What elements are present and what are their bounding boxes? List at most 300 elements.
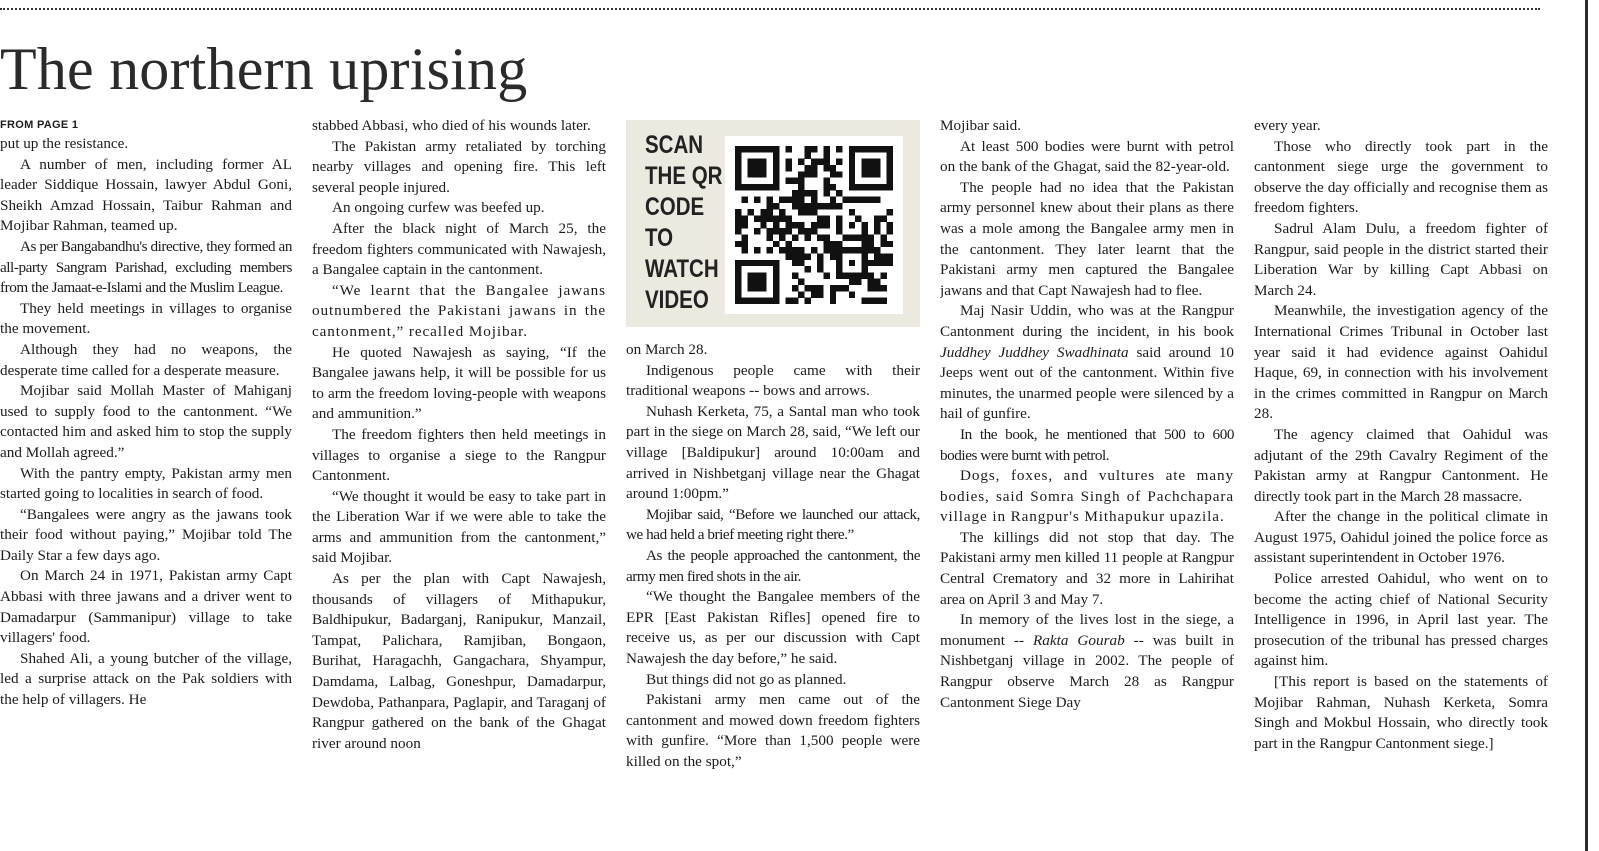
qr-module <box>805 253 811 259</box>
paragraph: They held meetings in villages to organise the movement. <box>0 299 292 338</box>
qr-module <box>798 222 804 228</box>
qr-module <box>773 203 779 209</box>
qr-module <box>767 228 773 234</box>
qr-module <box>855 197 861 203</box>
qr-module <box>849 146 855 152</box>
qr-module <box>842 247 848 253</box>
paragraph: A number of men, including former AL leader Siddique Hossain, lawyer Abdul Goni, Sheikh Amzad Hossain, Taibur Rahman and Mojibar Rahman, teamed up. <box>0 155 292 235</box>
qr-module <box>786 216 792 222</box>
paragraph: The killings did not stop that day. The Pakistani army men killed 11 people at Rangpur Central Crematory and 32 more in Lahirihat area on April 3 and May 7. <box>940 528 1234 608</box>
qr-module <box>836 272 842 278</box>
qr-module <box>823 272 829 278</box>
qr-module <box>823 178 829 184</box>
qr-module <box>748 146 754 152</box>
qr-module <box>817 253 823 259</box>
qr-module <box>874 171 880 177</box>
qr-module <box>767 247 773 253</box>
qr-module <box>811 159 817 165</box>
qr-module <box>760 216 766 222</box>
qr-module <box>868 184 874 190</box>
qr-module <box>823 247 829 253</box>
qr-module <box>767 216 773 222</box>
qr-module <box>735 266 741 272</box>
qr-module <box>823 234 829 240</box>
qr-module <box>735 146 741 152</box>
qr-module <box>830 298 836 304</box>
paragraph: put up the resistance. <box>0 135 129 152</box>
qr-module <box>773 222 779 228</box>
qr-module <box>855 272 861 278</box>
qr-module <box>842 285 848 291</box>
qr-module <box>754 159 760 165</box>
paragraph: The freedom fighters then held meetings in villages to organise a siege to the Rangpur Cantonment. <box>312 425 606 485</box>
paragraph: Maj Nasir Uddin, who was at the Rangpur Cantonment during the incident, in his book Juddhey Juddhey Swadhinata said around 10 Jeeps went out of the cantonment. Within five minutes, the unarmed people were silenced by a hail of gunfire. <box>940 302 1234 423</box>
qr-module <box>786 159 792 165</box>
qr-module <box>830 247 836 253</box>
book-title: Juddhey Juddhey Swadhinata <box>940 343 1129 361</box>
paragraph: He quoted Nawajesh as saying, “If the Bangalee jawans help, it will be possible for us to arm the freedom loving-people with weapons and ammunition.” <box>312 343 606 423</box>
qr-module <box>817 159 823 165</box>
qr-module <box>760 222 766 228</box>
qr-module <box>735 152 741 158</box>
qr-module <box>760 272 766 278</box>
qr-module <box>855 146 861 152</box>
qr-module <box>741 234 747 240</box>
qr-module <box>861 241 867 247</box>
qr-module <box>754 216 760 222</box>
qr-module <box>836 253 842 259</box>
qr-module <box>792 197 798 203</box>
qr-module <box>735 222 741 228</box>
qr-module <box>823 241 829 247</box>
paragraph: “We learnt that the Bangalee jawans outnumbered the Pakistani jawans in the cantonment,” recalled Mojibar. <box>312 281 606 340</box>
qr-module <box>811 165 817 171</box>
qr-module <box>735 285 741 291</box>
qr-module <box>868 298 874 304</box>
qr-module <box>817 216 823 222</box>
qr-module <box>779 234 785 240</box>
qr-module <box>823 216 829 222</box>
paragraph: But things did not go as planned. <box>646 670 847 688</box>
qr-module <box>792 203 798 209</box>
qr-module <box>792 234 798 240</box>
qr-module <box>817 285 823 291</box>
article-headline: The northern uprising <box>0 36 528 102</box>
qr-module <box>792 222 798 228</box>
qr-module <box>849 184 855 190</box>
qr-module <box>760 279 766 285</box>
paragraph: Sadrul Alam Dulu, a freedom fighter of Rangpur, said people in the district started their Liberation War by killing Capt Abbasi on March 24. <box>1254 219 1548 299</box>
qr-module <box>811 209 817 215</box>
qr-module <box>874 216 880 222</box>
qr-module <box>868 279 874 285</box>
paragraph: Dogs, foxes, and vultures ate many bodies, said Somra Singh of Pachchapara village in Rangpur's Mithapukur upazila. <box>940 467 1234 526</box>
qr-module <box>735 178 741 184</box>
qr-module <box>830 171 836 177</box>
qr-module <box>849 171 855 177</box>
paragraph: On March 24 in 1971, Pakistan army Capt Abbasi with three jawans and a driver went to Damadarpur (Sammanipur) village to take villagers' food. <box>0 567 292 647</box>
qr-module <box>786 197 792 203</box>
qr-module <box>805 152 811 158</box>
paragraph: Shahed Ali, a young butcher of the village, led a surprise attack on the Pak soldiers with the help of villagers. He <box>0 649 292 709</box>
qr-promo-box[interactable] <box>626 120 920 327</box>
qr-module <box>874 165 880 171</box>
paragraph: Although they had no weapons, the desperate time called for a desperate measure. <box>0 340 292 379</box>
qr-module <box>792 298 798 304</box>
qr-module <box>887 146 893 152</box>
qr-module <box>880 184 886 190</box>
qr-module <box>805 190 811 196</box>
qr-module <box>779 228 785 234</box>
article-column-4 <box>940 116 1234 851</box>
qr-module <box>823 190 829 196</box>
qr-module <box>760 146 766 152</box>
qr-module <box>811 285 817 291</box>
qr-module <box>798 291 804 297</box>
qr-module <box>760 171 766 177</box>
qr-module <box>767 184 773 190</box>
qr-module <box>880 253 886 259</box>
paragraph: After the black night of March 25, the freedom fighters communicated with Nawajesh, a Bangalee captain in the cantonment. <box>312 219 606 279</box>
qr-module <box>773 178 779 184</box>
qr-module <box>754 146 760 152</box>
qr-module <box>786 222 792 228</box>
qr-module <box>805 146 811 152</box>
qr-module <box>798 209 804 215</box>
qr-module <box>792 178 798 184</box>
qr-module <box>786 146 792 152</box>
qr-module <box>754 285 760 291</box>
qr-module <box>805 266 811 272</box>
qr-module <box>798 184 804 190</box>
qr-module <box>868 247 874 253</box>
qr-module <box>754 247 760 253</box>
qr-module <box>735 209 741 215</box>
qr-module <box>748 165 754 171</box>
paragraph: In memory of the lives lost in the siege, a monument -- Rakta Gourab -- was built in Nishbetganj village in 2002. The people of Rangpur observe March 28 as Rangpur Cantonment Siege Day <box>940 611 1234 711</box>
qr-module <box>773 260 779 266</box>
qr-module <box>748 279 754 285</box>
qr-module <box>760 165 766 171</box>
qr-module <box>741 260 747 266</box>
qr-module <box>849 291 855 297</box>
qr-module <box>754 165 760 171</box>
qr-module <box>748 184 754 190</box>
qr-module <box>786 178 792 184</box>
qr-module <box>823 152 829 158</box>
qr-module <box>880 272 886 278</box>
qr-module <box>811 146 817 152</box>
qr-module <box>792 253 798 259</box>
qr-module <box>748 285 754 291</box>
qr-module <box>874 159 880 165</box>
qr-module <box>836 216 842 222</box>
qr-module <box>773 291 779 297</box>
qr-module <box>735 184 741 190</box>
qr-module <box>842 197 848 203</box>
qr-module <box>849 165 855 171</box>
paragraph: As per Bangabandhu's directive, they formed an all-party Sangram Parishad, excluding members from the Jamaat-e-Islami and the Muslim League. <box>0 237 292 297</box>
paragraph: As per the plan with Capt Nawajesh, thousands of villagers of Mithapukur, Baldhipukur, Badarganj, Ranipukur, Manzail, Tampat, Palichara, Ramjiban, Bongaon, Burihat, Haragachh, Gangachara, Shyampur, Damdama, Lalbag, Goneshpur, Damadarpur, Dewdoba, Pathanpara, Paglapir, and Taraganj of Rangpur gathered on the bank of the Ghagat river around noon <box>312 570 606 752</box>
qr-module <box>887 152 893 158</box>
qr-module <box>773 279 779 285</box>
paragraph: [This report is based on the statements of Mojibar Rahman, Nuhash Kerketa, Somra Singh and Mokbul Hossain, who directly took part in the Rangpur Cantonment siege.] <box>1254 673 1548 752</box>
qr-module <box>805 203 811 209</box>
qr-module <box>741 247 747 253</box>
qr-module <box>773 266 779 272</box>
qr-module <box>861 184 867 190</box>
qr-module <box>748 260 754 266</box>
qr-module <box>754 298 760 304</box>
qr-module <box>773 241 779 247</box>
paragraph: on March 28. <box>626 341 708 358</box>
qr-module <box>861 260 867 266</box>
qr-code-icon[interactable] <box>725 136 903 314</box>
qr-module <box>849 247 855 253</box>
qr-module <box>861 222 867 228</box>
qr-module <box>805 171 811 177</box>
paragraph: Mojibar said. <box>940 117 1021 134</box>
qr-module <box>760 260 766 266</box>
qr-module <box>773 165 779 171</box>
qr-module <box>754 272 760 278</box>
article-column-2 <box>312 116 606 851</box>
qr-module <box>842 234 848 240</box>
qr-module <box>830 291 836 297</box>
qr-module <box>868 241 874 247</box>
qr-module <box>754 197 760 203</box>
qr-module <box>817 266 823 272</box>
qr-module <box>811 203 817 209</box>
qr-module <box>849 222 855 228</box>
article-column-5 <box>1254 116 1548 851</box>
qr-module <box>811 291 817 297</box>
qr-module <box>754 228 760 234</box>
qr-module <box>779 209 785 215</box>
paragraph: The people had no idea that the Pakistan army personnel knew about their plans as there was a mole among the Bangalee army men in the cantonment. They later learnt that the Pakistani army men captured the Bangalee jawans and that Capt Nawajesh had to flee. <box>940 178 1234 299</box>
qr-module <box>786 228 792 234</box>
qr-module <box>849 152 855 158</box>
qr-module <box>817 260 823 266</box>
qr-module <box>836 146 842 152</box>
qr-module <box>779 197 785 203</box>
qr-module <box>760 209 766 215</box>
paragraph: At least 500 bodies were burnt with petrol on the bank of the Ghagat, said the 82-year-old. <box>940 137 1234 176</box>
qr-module <box>773 216 779 222</box>
qr-module <box>748 209 754 215</box>
qr-module <box>836 222 842 228</box>
qr-module <box>748 159 754 165</box>
qr-module <box>773 146 779 152</box>
qr-module <box>798 247 804 253</box>
qr-module <box>861 247 867 253</box>
qr-module <box>786 165 792 171</box>
qr-module <box>868 159 874 165</box>
qr-code-graphic <box>735 146 893 304</box>
qr-module <box>874 285 880 291</box>
qr-module <box>830 285 836 291</box>
qr-module <box>754 279 760 285</box>
qr-module <box>773 184 779 190</box>
qr-module <box>868 197 874 203</box>
page-edge-bar <box>1585 0 1588 851</box>
qr-module <box>792 260 798 266</box>
qr-module <box>887 178 893 184</box>
qr-module <box>836 285 842 291</box>
qr-module <box>817 203 823 209</box>
qr-module <box>861 234 867 240</box>
qr-module <box>887 253 893 259</box>
qr-module <box>811 171 817 177</box>
qr-module <box>786 241 792 247</box>
qr-module <box>868 234 874 240</box>
qr-module <box>887 228 893 234</box>
qr-module <box>830 253 836 259</box>
qr-module <box>887 171 893 177</box>
paragraph: “We thought the Bangalee members of the EPR [East Pakistan Rifles] opened fire to receive us, as per our discussion with Capt Nawajesh the day before,” he said. <box>626 588 920 667</box>
qr-module <box>760 159 766 165</box>
qr-module <box>868 285 874 291</box>
qr-module <box>773 159 779 165</box>
article-column-1 <box>0 116 292 851</box>
qr-module <box>798 190 804 196</box>
qr-module <box>792 285 798 291</box>
qr-module <box>741 241 747 247</box>
qr-module <box>779 247 785 253</box>
monument-name: Rakta Gourab <box>1033 631 1125 649</box>
qr-module <box>735 298 741 304</box>
qr-module <box>849 197 855 203</box>
qr-module <box>811 247 817 253</box>
qr-module <box>823 146 829 152</box>
qr-module <box>741 298 747 304</box>
qr-module <box>741 184 747 190</box>
qr-module <box>874 228 880 234</box>
qr-module <box>779 216 785 222</box>
paragraph: Mojibar said, “Before we launched our attack, we had held a brief meeting right there.” <box>626 505 920 544</box>
qr-module <box>798 279 804 285</box>
qr-module <box>836 241 842 247</box>
qr-module <box>760 184 766 190</box>
qr-module <box>767 209 773 215</box>
paragraph: “We thought it would be easy to take part in the Liberation War if we were able to take the arms and ammunition from the cantonment,” said Mojibar. <box>312 487 606 567</box>
qr-module <box>855 247 861 253</box>
qr-module <box>773 228 779 234</box>
qr-module <box>823 222 829 228</box>
qr-module <box>887 209 893 215</box>
qr-module <box>735 241 741 247</box>
qr-module <box>868 171 874 177</box>
qr-module <box>741 222 747 228</box>
qr-module <box>861 159 867 165</box>
qr-module <box>773 285 779 291</box>
qr-module <box>874 253 880 259</box>
qr-module <box>823 165 829 171</box>
qr-module <box>735 228 741 234</box>
qr-module <box>767 298 773 304</box>
qr-module <box>868 146 874 152</box>
qr-module <box>830 165 836 171</box>
qr-module <box>849 159 855 165</box>
qr-module <box>823 184 829 190</box>
top-dotted-rule <box>0 8 1540 10</box>
qr-module <box>754 171 760 177</box>
qr-module <box>773 298 779 304</box>
qr-module <box>874 222 880 228</box>
qr-module <box>849 279 855 285</box>
qr-module <box>798 203 804 209</box>
qr-module <box>830 241 836 247</box>
qr-module <box>861 253 867 259</box>
qr-module <box>748 298 754 304</box>
qr-module <box>735 171 741 177</box>
paragraph: Mojibar said Mollah Master of Mahiganj used to supply food to the cantonment. “We contacted him and asked him to stop the supply and Mollah agreed.” <box>0 382 292 461</box>
qr-module <box>735 165 741 171</box>
qr-module <box>830 203 836 209</box>
qr-module <box>836 266 842 272</box>
qr-module <box>861 146 867 152</box>
qr-module <box>805 228 811 234</box>
paragraph: Indigenous people came with their traditional weapons -- bows and arrows. <box>626 361 920 400</box>
qr-module <box>861 165 867 171</box>
qr-module <box>767 234 773 240</box>
qr-module <box>792 272 798 278</box>
qr-module <box>735 159 741 165</box>
qr-module <box>874 260 880 266</box>
qr-module <box>836 171 842 177</box>
qr-module <box>798 260 804 266</box>
qr-module <box>741 146 747 152</box>
qr-module <box>861 171 867 177</box>
qr-module <box>811 222 817 228</box>
paragraph: stabbed Abbasi, who died of his wounds later. <box>312 117 591 134</box>
paragraph: Police arrested Oahidul, who went on to become the acting chief of National Security Intelligence in 1996, in April last year. The prosecution of the tribunal has pressed charges against him. <box>1254 570 1548 670</box>
qr-module <box>811 197 817 203</box>
qr-module <box>735 279 741 285</box>
paragraph: The agency claimed that Oahidul was adjutant of the 29th Cavalry Regiment of the Pakistan army at Rangpur Cantonment. He directly took part in the March 28 massacre. <box>1254 425 1548 505</box>
qr-module <box>748 272 754 278</box>
qr-module <box>855 279 861 285</box>
paragraph: Those who directly took part in the cantonment siege urge the government to observe the day officially and recognise them as freedom fighters. <box>1254 137 1548 217</box>
qr-module <box>880 298 886 304</box>
qr-module <box>849 234 855 240</box>
qr-module <box>874 197 880 203</box>
qr-module <box>767 260 773 266</box>
qr-module <box>767 146 773 152</box>
qr-module <box>874 279 880 285</box>
qr-module <box>786 253 792 259</box>
qr-module <box>849 272 855 278</box>
qr-module <box>805 285 811 291</box>
paragraph: As the people approached the cantonment, the army men fired shots in the air. <box>626 546 920 585</box>
qr-module <box>887 184 893 190</box>
qr-module <box>887 260 893 266</box>
paragraph: every year. <box>1254 117 1321 134</box>
qr-module <box>798 253 804 259</box>
paragraph: “Bangalees were angry as the jawans took their food without paying,” Mojibar told The Daily Star a few days ago. <box>0 505 292 564</box>
qr-module <box>849 209 855 215</box>
qr-module <box>842 272 848 278</box>
paragraph: Pakistani army men came out of the cantonment and mowed down freedom fighters with gunfire. “More than 1,500 people were killed on the spot,” <box>626 691 920 770</box>
qr-module <box>805 209 811 215</box>
qr-module <box>849 178 855 184</box>
qr-module <box>792 190 798 196</box>
qr-module <box>887 159 893 165</box>
qr-module <box>861 298 867 304</box>
qr-module <box>868 260 874 266</box>
qr-module <box>836 190 842 196</box>
qr-module <box>874 298 880 304</box>
